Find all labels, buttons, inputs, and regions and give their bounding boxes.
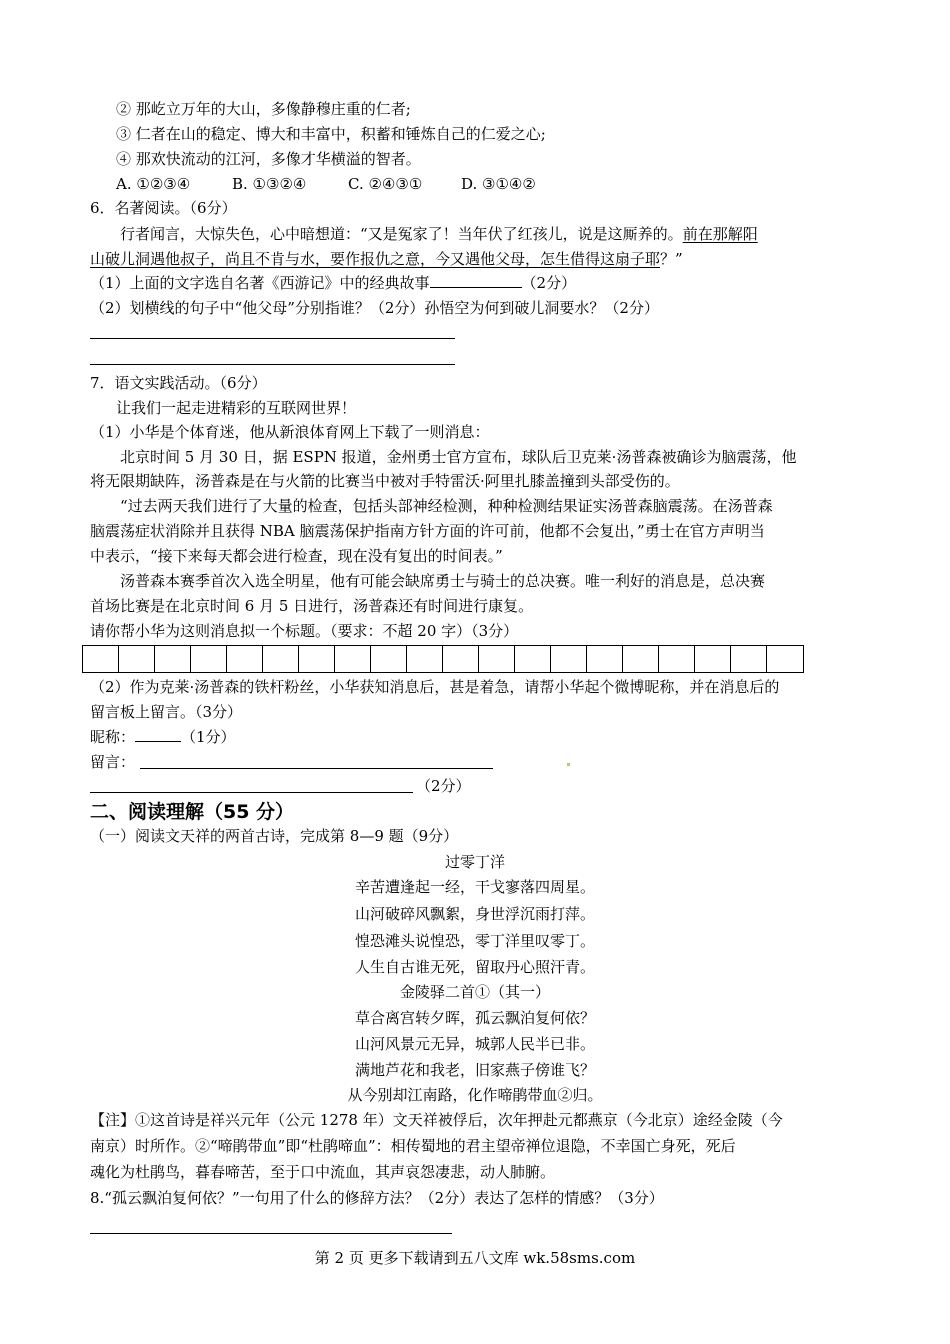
answer-grid-cell[interactable] xyxy=(767,646,803,672)
q7-news-line: 将无限期缺阵，汤普森是在与火箭的比赛当中被对手特雷沃·阿里扎膝盖撞到头部受伤的。 xyxy=(90,472,680,490)
q6-passage-plain: 行者闻言，大惊失色，心中暗想道：“又是冤家了！当年伏了红孩儿，说是这厮养的。 xyxy=(120,225,683,243)
message-score: （2分） xyxy=(416,777,471,795)
message-answer-line-2[interactable] xyxy=(90,792,413,793)
answer-grid-cell[interactable] xyxy=(371,646,407,672)
q7-news-line: 北京时间 5 月 30 日，据 ESPN 报道，金州勇士官方宣布，球队后卫克莱·汤普森被确诊为脑震荡，他 xyxy=(120,448,797,466)
poem-1-line: 山河破碎风飘絮，身世浮沉雨打萍。 xyxy=(354,905,595,923)
q7-message-label: 留言： xyxy=(90,753,136,771)
answer-grid-cell[interactable] xyxy=(695,646,731,672)
q8-question: 8.“孤云飘泊复何依？”一句用了什么的修辞方法？（2分）表达了怎样的情感？（3分） xyxy=(90,1189,664,1207)
q6-sub1-answer-blank[interactable] xyxy=(430,273,522,288)
q6-subquestion-1 xyxy=(90,273,576,293)
q5-option-c: C. ②④③① xyxy=(348,175,423,193)
poem-1-line: 惶恐滩头说惶恐，零丁洋里叹零丁。 xyxy=(354,932,595,950)
q5-option-a: A. ①②③④ xyxy=(116,175,191,193)
answer-grid-cell[interactable] xyxy=(623,646,659,672)
stray-dot xyxy=(567,763,570,766)
answer-grid-cell[interactable] xyxy=(479,646,515,672)
q7-news-line: 脑震荡症状消除并且获得 NBA 脑震荡保护指南方针方面的许可前，他都不会复出，”勇士在官方声明当 xyxy=(90,522,765,540)
answer-grid-cell[interactable] xyxy=(551,646,587,672)
answer-grid-cell[interactable] xyxy=(155,646,191,672)
q7-news-line: 汤普森本赛季首次入选全明星，他有可能会缺席勇士与骑士的总决赛。唯一利好的消息是，总决赛 xyxy=(120,572,766,590)
answer-grid-cell[interactable] xyxy=(335,646,371,672)
q7-title-prompt: 请你帮小华为这则消息拟一个标题。（要求：不超 20 字）（3分） xyxy=(90,622,519,640)
answer-grid-cell[interactable] xyxy=(515,646,551,672)
poem-1-title: 过零丁洋 xyxy=(444,853,505,871)
q7-news-line: 首场比赛是在北京时间 6 月 5 日进行，汤普森还有时间进行康复。 xyxy=(90,597,534,615)
q6-sub1-text: （1）上面的文字选自名著《西游记》中的经典故事 xyxy=(90,274,430,292)
answer-grid-cell[interactable] xyxy=(263,646,299,672)
nickname-score: （1分） xyxy=(181,728,236,746)
answer-grid-cell[interactable] xyxy=(443,646,479,672)
q6-passage-end: ？” xyxy=(660,250,683,268)
q7-news-line: “过去两天我们进行了大量的检查，包括头部神经检测，种种检测结果证实汤普森脑震荡。在汤普森 xyxy=(120,497,773,515)
q7-nickname-row xyxy=(90,727,236,747)
q6-passage-line-2 xyxy=(90,249,683,269)
nickname-blank[interactable] xyxy=(135,727,181,742)
section-2-heading: 二、阅读理解（55 分） xyxy=(90,801,295,823)
q7-subquestion-1: （1）小华是个体育迷，他从新浪体育网上下载了一则消息： xyxy=(90,423,490,441)
q7-heading: 7．语文实践活动。（6分） xyxy=(90,374,267,392)
message-answer-line-1[interactable] xyxy=(140,768,493,769)
poem-2-title: 金陵驿二首①（其一） xyxy=(399,983,550,1001)
section-2-part-1: （一）阅读文天祥的两首古诗，完成第 8—9 题（9分） xyxy=(90,827,459,845)
note-line: 【注】①这首诗是祥兴元年（公元 1278 年）文天祥被俘后，次年押赴元都燕京（今北京）途经金陵（今 xyxy=(90,1111,783,1129)
q5-option-d: D. ③①④② xyxy=(461,175,536,193)
answer-grid-cell[interactable] xyxy=(83,646,119,672)
q6-sub1-score: （2分） xyxy=(521,274,577,292)
q6-passage-line-1 xyxy=(120,224,758,244)
title-answer-grid xyxy=(82,645,804,673)
q8-answer-line[interactable] xyxy=(90,1233,452,1234)
answer-grid-cell[interactable] xyxy=(659,646,695,672)
q5-sentence-2: ② 那屹立万年的大山，多像静穆庄重的仁者; xyxy=(116,100,411,118)
answer-grid-cell[interactable] xyxy=(731,646,767,672)
answer-grid-cell[interactable] xyxy=(227,646,263,672)
q7-news-line: 中表示，“接下来每天都会进行检查，现在没有复出的时间表。” xyxy=(90,547,503,565)
page-footer: 第 2 页 更多下载请到五八文库 wk.58sms.com xyxy=(314,1249,636,1267)
q6-passage-underlined-start: 前在那解阳 xyxy=(682,225,758,243)
q7-subquestion-2-line-1: （2）作为克莱·汤普森的铁杆粉丝，小华获知消息后，甚是着急，请帮小华起个微博昵称，并在消息后的 xyxy=(90,678,780,696)
poem-2-line: 从今别却江南路，化作啼鹃带血②归。 xyxy=(347,1086,603,1104)
q7-intro: 让我们一起走进精彩的互联网世界！ xyxy=(116,399,357,417)
poem-2-line: 山河风景元无异，城郭人民半已非。 xyxy=(354,1035,595,1053)
poem-2-line: 满地芦花和我老，旧家燕子傍谁飞？ xyxy=(354,1061,595,1079)
note-line: 南京）时所作。②“啼鹃带血”即“杜鹃啼血”：相传蜀地的君主望帝禅位退隐，不幸国亡身死，死后 xyxy=(90,1137,736,1155)
answer-grid-cell[interactable] xyxy=(299,646,335,672)
note-line: 魂化为杜鹃鸟，暮春啼苦，至于口中流血，其声哀怨凄悲，动人肺腑。 xyxy=(90,1163,556,1181)
q6-answer-line-2[interactable] xyxy=(90,364,455,365)
q7-subquestion-2-line-2: 留言板上留言。（3分） xyxy=(90,703,243,721)
answer-grid-cell[interactable] xyxy=(407,646,443,672)
q5-option-b: B. ①③②④ xyxy=(232,175,307,193)
poem-1-line: 人生自古谁无死，留取丹心照汗青。 xyxy=(354,958,595,976)
answer-grid-cell[interactable] xyxy=(119,646,155,672)
q6-answer-line-1[interactable] xyxy=(90,338,455,339)
answer-grid-cell[interactable] xyxy=(191,646,227,672)
q5-sentence-3: ③ 仁者在山的稳定、博大和丰富中，积蓄和锤炼自己的仁爱之心; xyxy=(116,125,546,143)
q6-passage-underlined: 山破儿洞遇他叔子，尚且不肯与水，要作报仇之意，今又遇他父母，怎生借得这扇子耶 xyxy=(90,250,661,268)
poem-1-line: 辛苦遭逢起一经，干戈寥落四周星。 xyxy=(354,878,595,896)
answer-grid-cell[interactable] xyxy=(587,646,623,672)
q5-sentence-4: ④ 那欢快流动的江河，多像才华横溢的智者。 xyxy=(116,150,421,168)
q6-subquestion-2: （2）划横线的句子中“他父母”分别指谁？（2分）孙悟空为何到破儿洞要水？（2分） xyxy=(90,299,659,317)
q6-heading: 6．名著阅读。（6分） xyxy=(90,199,237,217)
nickname-label: 昵称： xyxy=(90,728,136,746)
poem-2-line: 草合离宫转夕晖，孤云飘泊复何依？ xyxy=(354,1009,595,1027)
